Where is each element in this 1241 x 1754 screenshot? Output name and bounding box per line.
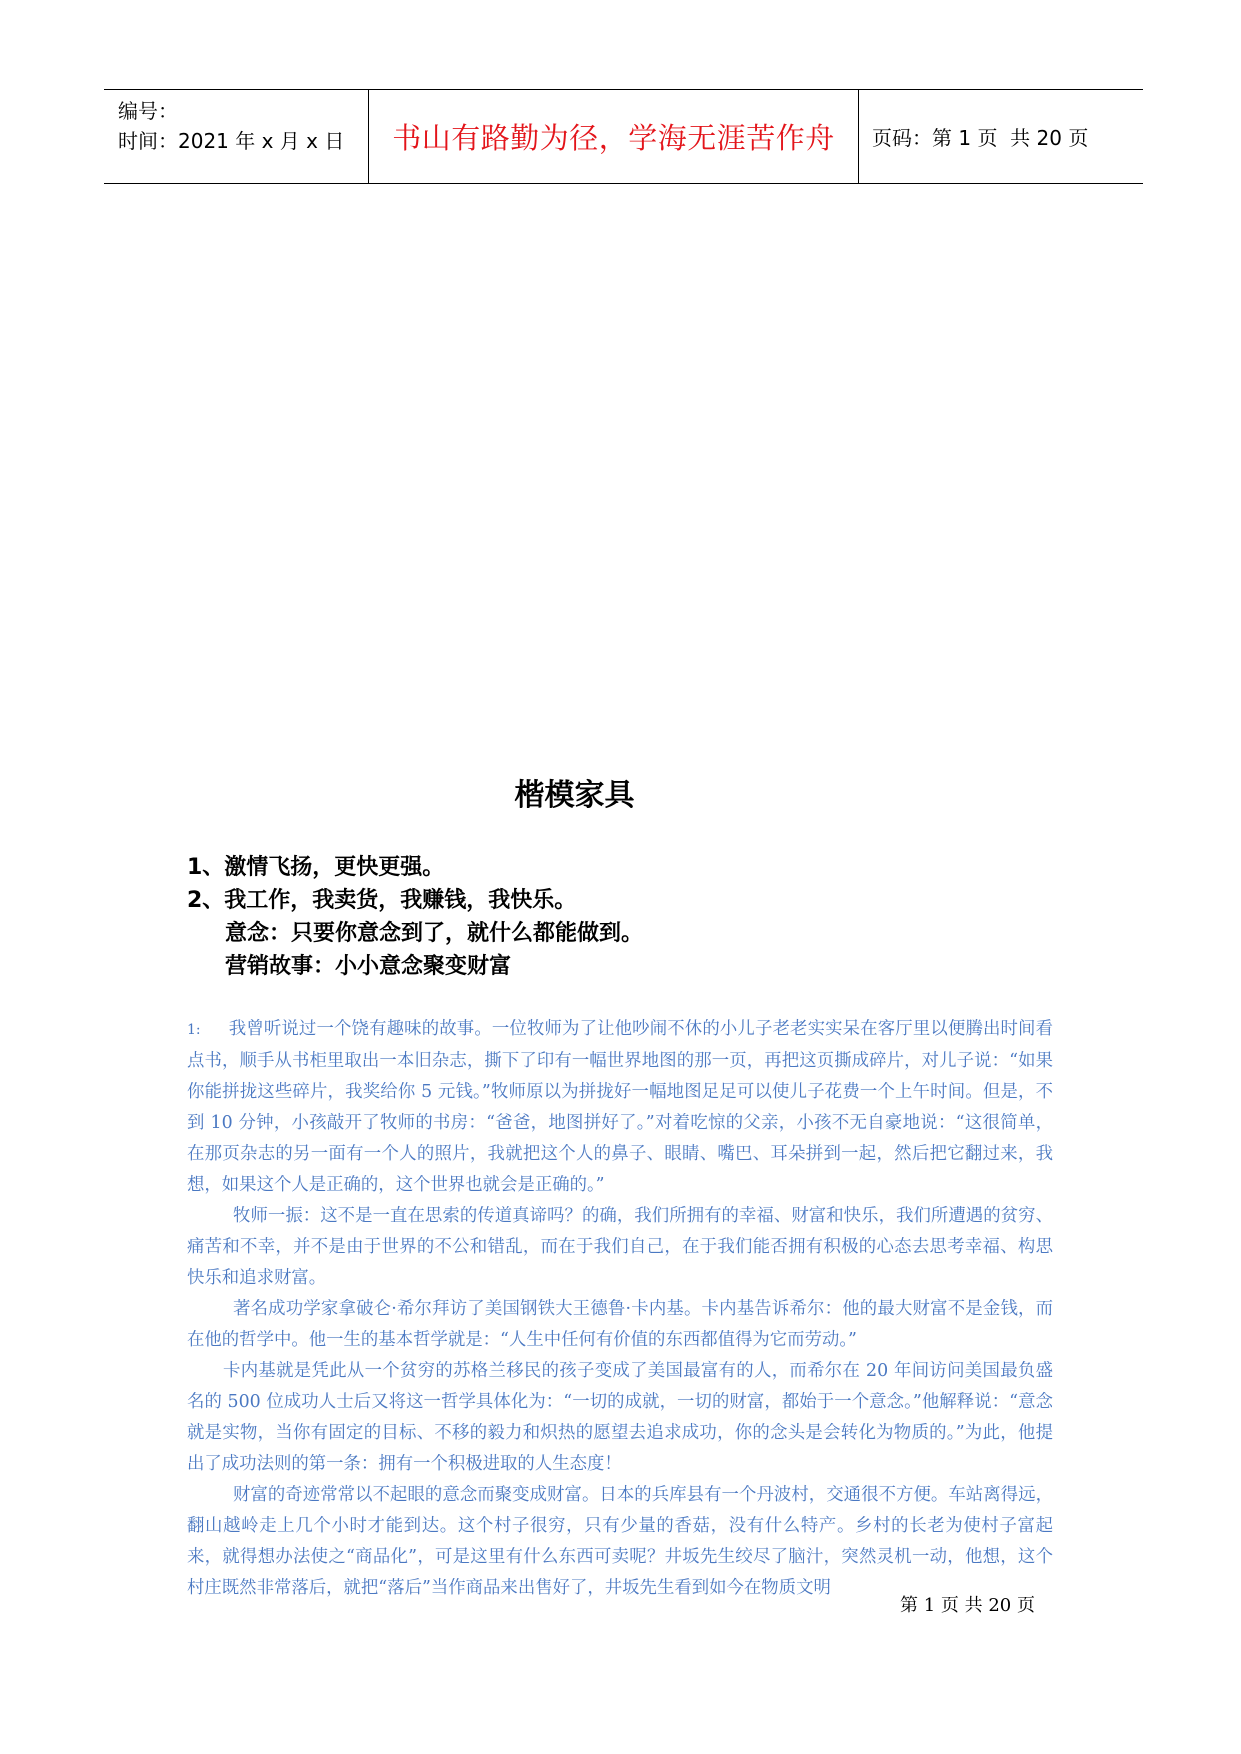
header-divider (858, 90, 859, 183)
story-body (187, 1014, 1053, 1604)
document-header (104, 89, 1143, 184)
slogan-item: 营销故事：小小意念聚变财富 (225, 954, 512, 979)
header-motto: 书山有路勤为径，学海无涯苦作舟 (392, 121, 835, 155)
slogan-item: 2、我工作，我卖货，我赚钱，我快乐。 (187, 888, 577, 913)
document-time-label: 时间：2021 年 x 月 x 日 (118, 129, 345, 153)
story-paragraph: 牧师一振：这不是一直在思索的传道真谛吗？的确，我们所拥有的幸福、财富和快乐，我们所遭遇的贫穷、痛苦和不幸，并不是由于世界的不公和错乱，而在于我们自己，在于我们能否拥有积极的心态去思考幸福、构思快乐和追求财富。 (187, 1206, 1053, 1288)
header-page-number (872, 90, 1088, 183)
slogan-item: 1、激情飞扬，更快更强。 (187, 855, 445, 880)
footer-page-number: 第 1 页 共 20 页 (900, 1595, 1035, 1616)
story-paragraph: 财富的奇迹常常以不起眼的意念而聚变成财富。日本的兵库县有一个丹波村，交通很不方便。车站离得远，翻山越岭走上几个小时才能到达。这个村子很穷，只有少量的香菇，没有什么特产。乡村的长老为使村子富起来，就得想办法使之“商品化”，可是这里有什么东西可卖呢？井坂先生绞尽了脑汁，突然灵机一动，他想，这个村庄既然非常落后，就把“落后”当作商品来出售好了，井坂先生看到如今在物质文明 (187, 1485, 1053, 1598)
header-meta (118, 96, 358, 156)
story-paragraph: 著名成功学家拿破仑·希尔拜访了美国钢铁大王德鲁·卡内基。卡内基告诉希尔：他的最大财富不是金钱，而在他的哲学中。他一生的基本哲学就是：“人生中任何有价值的东西都值得为它而劳动。” (187, 1299, 1053, 1350)
story-paragraph: 卡内基就是凭此从一个贫穷的苏格兰移民的孩子变成了美国最富有的人，而希尔在 20 年间访问美国最负盛名的 500 位成功人士后又将这一哲学具体化为：“一切的成就，一切的财富，都始于一个意念。”他解释说：“意念就是实物，当你有固定的目标、不移的毅力和炽热的愿望去追求成功，你的念头是会转化为物质的。”为此，他提出了成功法则的第一条：拥有一个积极进取的人生态度！ (187, 1361, 1053, 1474)
story-paragraph-text: 我曾听说过一个饶有趣味的故事。一位牧师为了让他吵闹不休的小儿子老老实实呆在客厅里以便腾出时间看点书，顺手从书柜里取出一本旧杂志，撕下了印有一幅世界地图的那一页，再把这页撕成碎片，对儿子说：“如果你能拼拢这些碎片，我奖给你 5 元钱。”牧师原以为拼拢好一幅地图足足可以使儿子花费一个上午时间。但是，不到 10 分钟，小孩敲开了牧师的书房：“爸爸，地图拼好了。”对着吃惊的父亲，小孩不无自豪地说：“这很简单，在那页杂志的另一面有一个人的照片，我就把这个人的鼻子、眼睛、嘴巴、耳朵拼到一起，然后把它翻过来，我想，如果这个人是正确的，这个世界也就会是正确的。” (187, 1019, 1053, 1195)
document-number-label: 编号： (118, 99, 178, 123)
story-paragraph (187, 1014, 1053, 1201)
header-page-label: 页码：第 1 页 共 20 页 (872, 126, 1089, 150)
slogan-list (187, 851, 643, 983)
slogan-item: 意念：只要你意念到了，就什么都能做到。 (225, 921, 644, 946)
story-number: 1: (187, 1022, 201, 1038)
document-title: 楷模家具 (514, 778, 635, 813)
